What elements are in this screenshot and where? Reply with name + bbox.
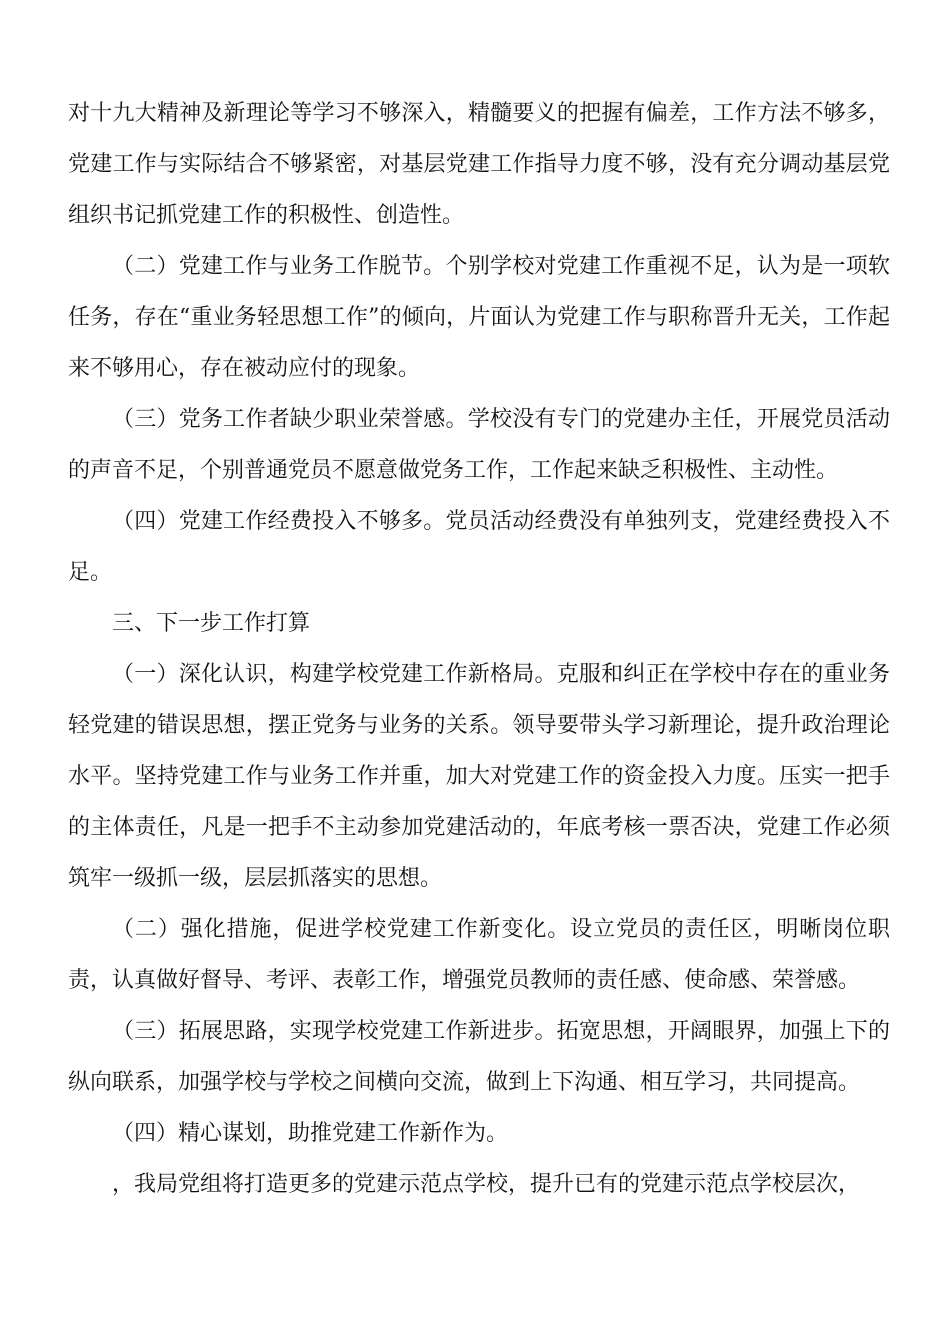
paragraph-issue-2: （二）党建工作与业务工作脱节。个别学校对党建工作重视不足，认为是一项软任务，存在“重业务轻思想工作”的倾向，片面认为党建工作与职称晋升无关，工作起来不够用心，存在被动应付的现象。 [68,254,890,381]
paragraph-plan-1: （一）深化认识，构建学校党建工作新格局。克服和纠正在学校中存在的重业务轻党建的错误思想，摆正党务与业务的关系。领导要带头学习新理论，提升政治理论水平。坚持党建工作与业务工作并重，加大对党建工作的资金投入力度。压实一把手的主体责任，凡是一把手不主动参加党建活动的，年底考核一票否决，党建工作必须筑牢一级抓一级，层层抓落实的思想。 [68,662,890,891]
paragraph-issue-3: （三）党务工作者缺少职业荣誉感。学校没有专门的党建办主任，开展党员活动的声音不足，个别普通党员不愿意做党务工作，工作起来缺乏积极性、主动性。 [68,407,890,483]
paragraph-continuation: 对十九大精神及新理论等学习不够深入，精髓要义的把握有偏差，工作方法不够多，党建工作与实际结合不够紧密，对基层党建工作指导力度不够，没有充分调动基层党组织书记抓党建工作的积极性、创造性。 [68,101,890,228]
paragraph-issue-4: （四）党建工作经费投入不够多。党员活动经费没有单独列支，党建经费投入不足。 [68,509,890,585]
document-body [68,88,890,1210]
paragraph-plan-3: （三）拓展思路，实现学校党建工作新进步。拓宽思想，开阔眼界，加强上下的纵向联系，加强学校与学校之间横向交流，做到上下沟通、相互学习，共同提高。 [68,1019,890,1095]
paragraph-plan-4-detail: ，我局党组将打造更多的党建示范点学校，提升已有的党建示范点学校层次， [112,1172,861,1197]
section-heading-next-steps: 三、下一步工作打算 [112,611,311,636]
paragraph-plan-4: （四）精心谋划，助推党建工作新作为。 [112,1121,509,1146]
paragraph-plan-2: （二）强化措施，促进学校党建工作新变化。设立党员的责任区，明晰岗位职责，认真做好督导、考评、表彰工作，增强党员教师的责任感、使命感、荣誉感。 [68,917,890,993]
